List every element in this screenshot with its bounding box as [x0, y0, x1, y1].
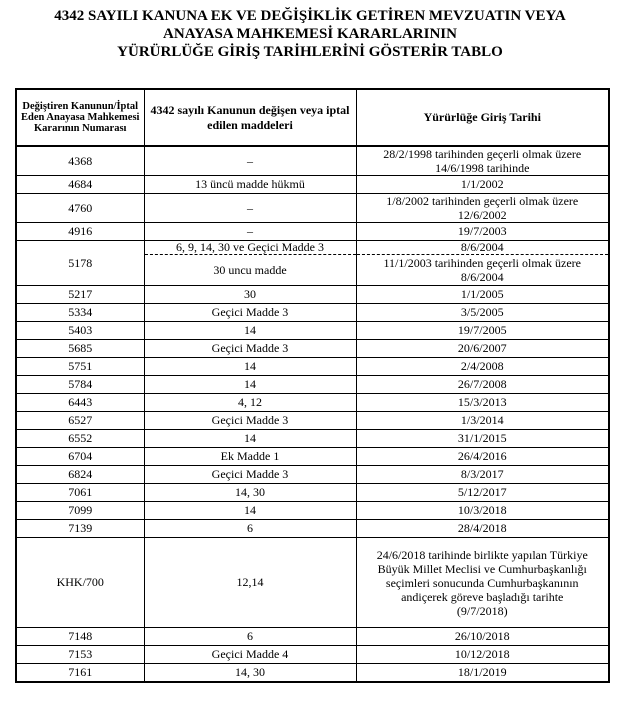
law-number: 5751: [16, 358, 144, 376]
effective-date: 20/6/2007: [356, 340, 609, 358]
effective-date: 11/1/2003 tarihinden geçerli olmak üzere 8/6/2004: [356, 255, 609, 286]
articles: 30: [144, 286, 356, 304]
effective-dates-table: [15, 88, 610, 683]
table-row: [16, 304, 609, 322]
table-row: [16, 538, 609, 628]
articles: 6: [144, 520, 356, 538]
articles: 6: [144, 628, 356, 646]
articles: 14: [144, 502, 356, 520]
effective-date: 1/3/2014: [356, 412, 609, 430]
articles: –: [144, 223, 356, 241]
law-number: 4916: [16, 223, 144, 241]
table-row: [16, 430, 609, 448]
table-row: [16, 628, 609, 646]
law-number: 5403: [16, 322, 144, 340]
table-row: [16, 664, 609, 682]
law-number: 6704: [16, 448, 144, 466]
header-articles: 4342 sayılı Kanunun değişen veya iptal edilen maddeleri: [144, 89, 356, 146]
effective-date: 1/1/2005: [356, 286, 609, 304]
table-row: [16, 466, 609, 484]
articles: Geçici Madde 3: [144, 412, 356, 430]
title-line-3: YÜRÜRLÜĞE GİRİŞ TARİHLERİNİ GÖSTERİR TABLO: [117, 44, 503, 60]
effective-date: 18/1/2019: [356, 664, 609, 682]
articles: –: [144, 146, 356, 176]
effective-date: 1/1/2002: [356, 176, 609, 194]
table-row: [16, 520, 609, 538]
table-row: [16, 646, 609, 664]
table-header-row: [16, 89, 609, 146]
articles: Geçici Madde 3: [144, 340, 356, 358]
table-row: [16, 412, 609, 430]
effective-date: 10/12/2018: [356, 646, 609, 664]
articles: 14: [144, 376, 356, 394]
table-row: [16, 322, 609, 340]
law-number: 7161: [16, 664, 144, 682]
table-row: [16, 146, 609, 176]
law-number: 7061: [16, 484, 144, 502]
title-line-1: 4342 SAYILI KANUNA EK VE DEĞİŞİKLİK GETİREN MEVZUATIN VEYA: [54, 8, 566, 24]
law-number: KHK/700: [16, 538, 144, 628]
articles: –: [144, 194, 356, 223]
table-row: [16, 448, 609, 466]
law-number: 7139: [16, 520, 144, 538]
articles: 14: [144, 358, 356, 376]
header-effective-date: Yürürlüğe Giriş Tarihi: [356, 89, 609, 146]
articles: Geçici Madde 3: [144, 466, 356, 484]
effective-date: 28/4/2018: [356, 520, 609, 538]
effective-date: 2/4/2008: [356, 358, 609, 376]
table-row: [16, 394, 609, 412]
effective-date: 26/7/2008: [356, 376, 609, 394]
articles: 14: [144, 322, 356, 340]
law-number: 6443: [16, 394, 144, 412]
articles: 14, 30: [144, 664, 356, 682]
effective-date: 10/3/2018: [356, 502, 609, 520]
title-line-2: ANAYASA MAHKEMESİ KARARLARININ: [163, 26, 457, 42]
effective-date: 26/10/2018: [356, 628, 609, 646]
articles: Geçici Madde 3: [144, 304, 356, 322]
articles: 30 uncu madde: [144, 255, 356, 286]
header-law-number: Değiştiren Kanunun/İptal Eden Anayasa Mahkemesi Kararının Numarası: [16, 89, 144, 146]
document-title: [0, 0, 620, 61]
law-number: 5217: [16, 286, 144, 304]
effective-date: 8/6/2004: [356, 241, 609, 255]
table-row: [16, 194, 609, 223]
law-number: 4684: [16, 176, 144, 194]
table-row: [16, 376, 609, 394]
articles: Geçici Madde 4: [144, 646, 356, 664]
law-number: 7148: [16, 628, 144, 646]
effective-date: 19/7/2005: [356, 322, 609, 340]
law-number: 6527: [16, 412, 144, 430]
articles: 14: [144, 430, 356, 448]
articles: 14, 30: [144, 484, 356, 502]
table-row: [16, 286, 609, 304]
articles: Ek Madde 1: [144, 448, 356, 466]
law-number: 5685: [16, 340, 144, 358]
table-row: [16, 358, 609, 376]
table-row: [16, 241, 609, 255]
law-number: 6824: [16, 466, 144, 484]
table-row: [16, 502, 609, 520]
law-number: 4760: [16, 194, 144, 223]
effective-date: 5/12/2017: [356, 484, 609, 502]
articles: 4, 12: [144, 394, 356, 412]
effective-date: 1/8/2002 tarihinden geçerli olmak üzere 12/6/2002: [356, 194, 609, 223]
table-row: [16, 340, 609, 358]
table-row: [16, 223, 609, 241]
articles: 13 üncü madde hükmü: [144, 176, 356, 194]
articles: 12,14: [144, 538, 356, 628]
law-number: 4368: [16, 146, 144, 176]
articles: 6, 9, 14, 30 ve Geçici Madde 3: [144, 241, 356, 255]
law-number: 5334: [16, 304, 144, 322]
law-number: 5178: [16, 241, 144, 286]
effective-date: 19/7/2003: [356, 223, 609, 241]
law-number: 6552: [16, 430, 144, 448]
effective-date: 31/1/2015: [356, 430, 609, 448]
law-number: 5784: [16, 376, 144, 394]
table-row: [16, 484, 609, 502]
effective-date: 24/6/2018 tarihinde birlikte yapılan Türkiye Büyük Millet Meclisi ve Cumhurbaşkanlığı seçimleri sonucunda Cumhurbaşkanının andiçerek göreve başladığı tarihte (9/7/2018): [356, 538, 609, 628]
effective-date: 8/3/2017: [356, 466, 609, 484]
effective-date: 26/4/2016: [356, 448, 609, 466]
effective-date: 15/3/2013: [356, 394, 609, 412]
effective-date: 3/5/2005: [356, 304, 609, 322]
effective-date: 28/2/1998 tarihinden geçerli olmak üzere 14/6/1998 tarihinde: [356, 146, 609, 176]
law-number: 7153: [16, 646, 144, 664]
law-number: 7099: [16, 502, 144, 520]
table-row: [16, 176, 609, 194]
